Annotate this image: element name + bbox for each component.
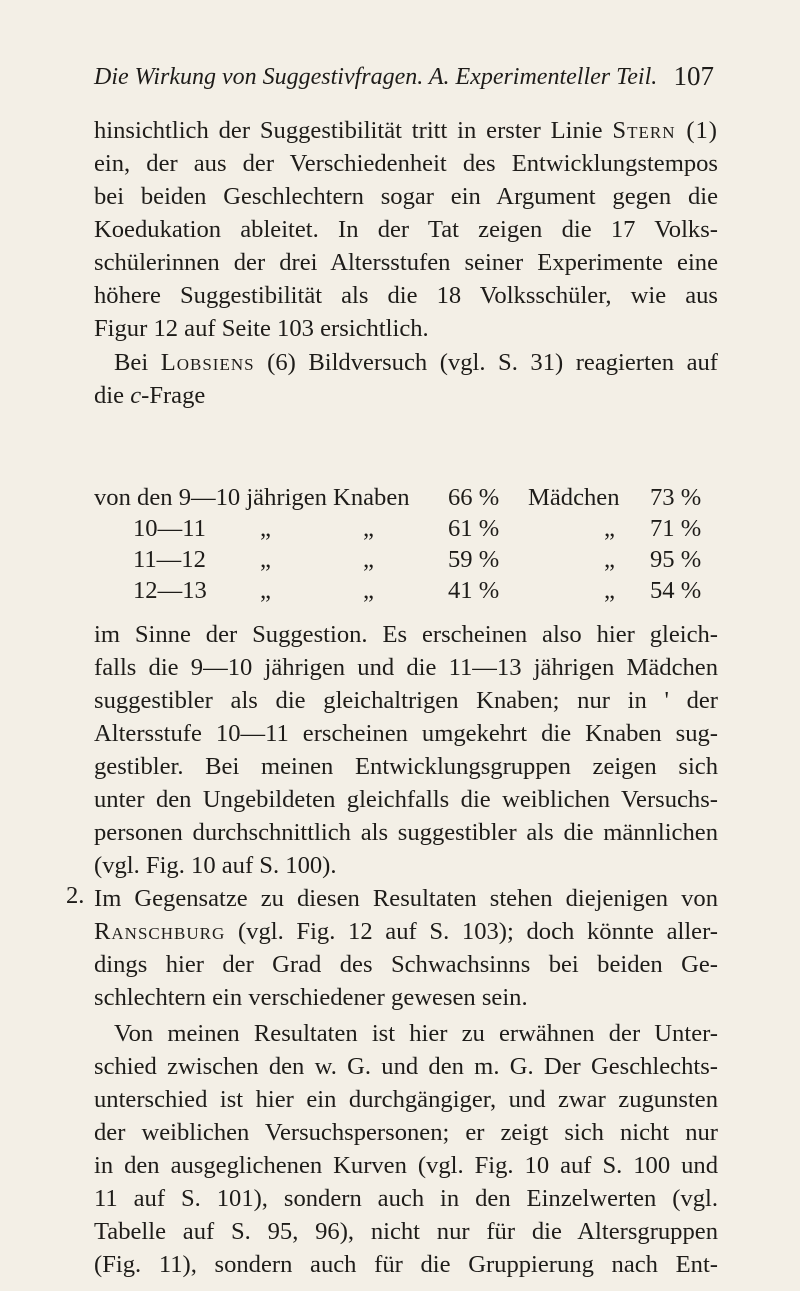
text-line: dings hier der Grad des Schwachsinns bei beiden Ge- bbox=[94, 951, 718, 978]
list-number: 2. bbox=[66, 882, 85, 909]
text-line: Figur 12 auf Seite 103 ersichtlich. bbox=[94, 315, 429, 342]
text-line-content: hinsichtlich der Suggestibilität tritt in erster Linie bbox=[94, 117, 603, 144]
text-line: (Fig. 11), sondern auch für die Gruppierung nach Ent- bbox=[94, 1251, 718, 1278]
running-title: Die Wirkung von Suggestivfragen. A. Experimenteller Teil. bbox=[94, 64, 658, 90]
word: die bbox=[94, 382, 125, 409]
text-line: Koedukation ableitet. In der Tat zeigen die 17 Volks- bbox=[94, 216, 718, 243]
row-label: 12—13 bbox=[133, 577, 207, 604]
word: (vgl. Fig. 12 auf S. 103); doch könnte aller- bbox=[237, 918, 718, 945]
text-line: höhere Suggestibilität als die 18 Volksschüler, wie aus bbox=[94, 282, 718, 309]
variable: c bbox=[130, 382, 142, 409]
text-line: unter den Ungebildeten gleichfalls die weiblichen Versuchs- bbox=[94, 786, 718, 813]
word: (6) Bildversuch (vgl. S. 31) reagierten auf bbox=[267, 349, 718, 376]
boys-value: 61 % bbox=[448, 515, 500, 542]
text-line: 11 auf S. 101), sondern auch in den Einzelwerten (vgl. bbox=[94, 1185, 718, 1212]
word: -Frage bbox=[141, 382, 206, 409]
text-line: (vgl. Fig. 10 auf S. 100). bbox=[94, 852, 337, 879]
ditto-mark: „ bbox=[363, 515, 374, 542]
ditto-mark: „ bbox=[363, 546, 374, 573]
page-number: 107 bbox=[673, 61, 714, 91]
author-name: Lobsiens bbox=[160, 349, 255, 376]
text-line bbox=[94, 114, 718, 147]
table-row bbox=[94, 577, 718, 607]
text-line: personen durchschnittlich als suggestibler als die männlichen bbox=[94, 819, 718, 846]
row-label: von den 9—10 jährigen Knaben bbox=[94, 484, 410, 511]
text-line: Tabelle auf S. 95, 96), nicht nur für die Altersgruppen bbox=[94, 1218, 718, 1245]
word: Bei bbox=[114, 349, 149, 376]
table-row bbox=[94, 515, 718, 545]
author-name: Stern (1) bbox=[612, 117, 718, 144]
girls-value: 73 % bbox=[650, 484, 702, 511]
boys-value: 41 % bbox=[448, 577, 500, 604]
text-line: schlechtern ein verschiedener gewesen sein. bbox=[94, 984, 528, 1011]
table-row bbox=[94, 546, 718, 576]
girls-value: 71 % bbox=[650, 515, 702, 542]
text-line bbox=[114, 346, 718, 379]
running-header bbox=[94, 61, 714, 98]
ditto-mark: „ bbox=[260, 546, 271, 573]
text-line: falls die 9—10 jährigen und die 11—13 jährigen Mädchen bbox=[94, 654, 718, 681]
text-line: der weiblichen Versuchspersonen; er zeigt sich nicht nur bbox=[94, 1119, 718, 1146]
ditto-mark: „ bbox=[260, 515, 271, 542]
ditto-mark: „ bbox=[260, 577, 271, 604]
text-line: schied zwischen den w. G. und den m. G. Der Geschlechts- bbox=[94, 1053, 718, 1080]
text-line: suggestibler als die gleichaltrigen Knaben; nur in ' der bbox=[94, 687, 718, 714]
text-line: bei beiden Geschlechtern sogar ein Argument gegen die bbox=[94, 183, 718, 210]
text-line bbox=[94, 915, 718, 948]
girls-value: 95 % bbox=[650, 546, 702, 573]
text-line bbox=[94, 379, 718, 412]
row-label: 10—11 bbox=[133, 515, 206, 542]
text-line: im Sinne der Suggestion. Es erscheinen also hier gleich- bbox=[94, 621, 718, 648]
text-line: Von meinen Resultaten ist hier zu erwähnen der Unter- bbox=[114, 1020, 718, 1047]
girls-label: Mädchen bbox=[528, 484, 620, 511]
ditto-mark: „ bbox=[363, 577, 374, 604]
text-line: Altersstufe 10—11 erscheinen umgekehrt die Knaben sug- bbox=[94, 720, 718, 747]
text-line: Im Gegensatze zu diesen Resultaten stehen diejenigen von bbox=[94, 885, 718, 912]
text-line: schülerinnen der drei Altersstufen seiner Experimente eine bbox=[94, 249, 718, 276]
table-row bbox=[94, 484, 718, 514]
text-line: gestibler. Bei meinen Entwicklungsgruppen zeigen sich bbox=[94, 753, 718, 780]
row-label: 11—12 bbox=[133, 546, 206, 573]
ditto-mark: „ bbox=[604, 577, 615, 604]
author-name: Ranschburg bbox=[94, 918, 226, 945]
ditto-mark: „ bbox=[604, 546, 615, 573]
text-line: unterschied ist hier ein durchgängiger, und zwar zugunsten bbox=[94, 1086, 718, 1113]
girls-value: 54 % bbox=[650, 577, 702, 604]
text-line: ein, der aus der Verschiedenheit des Entwicklungstempos bbox=[94, 150, 718, 177]
boys-value: 66 % bbox=[448, 484, 500, 511]
ditto-mark: „ bbox=[604, 515, 615, 542]
boys-value: 59 % bbox=[448, 546, 500, 573]
text-line: in den ausgeglichenen Kurven (vgl. Fig. 10 auf S. 100 und bbox=[94, 1152, 718, 1179]
